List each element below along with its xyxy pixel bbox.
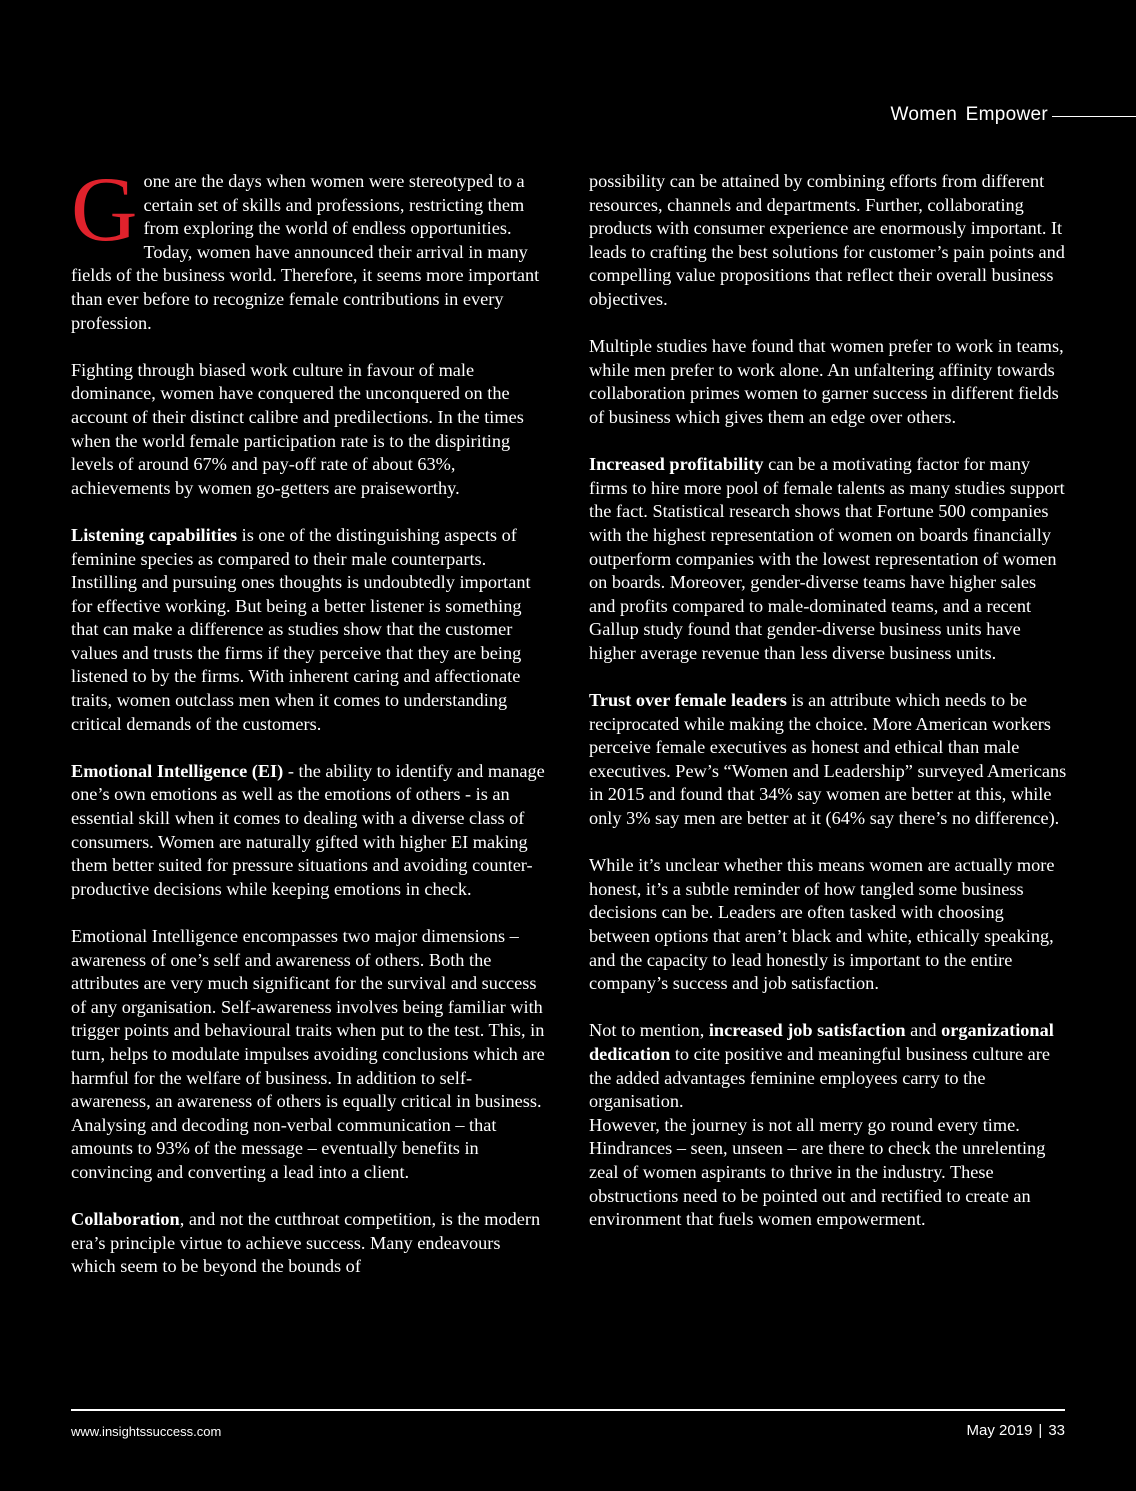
listening-paragraph: Listening capabilities is one of the distinguishing aspects of feminine species as compared to their male counterparts. Instilling and pursuing ones thoughts is undoubtedly important for effective working. But being a better listener is something that can make a difference as studies show that the customer values and trusts the firms if they perceive that they are being listened to by the firms. With inherent caring and affectionate traits, women outclass men when it comes to understanding critical demands of the customers. [71,524,531,734]
paragraph: While it’s unclear whether this means women are actually more honest, it’s a subtle reminder of how tangled some business decisions can be. Leaders are often tasked with choosing between options that aren’t black and white, ethically speaking, and the capacity to lead honestly is important to the entire company’s success and job satisfaction. [589,855,1055,994]
paragraph: Fighting through biased work culture in favour of male dominance, women have conquered the unconquered on the account of their distinct calibre and predilections. In the times when the world female participation rate is to the dispiriting levels of around 67% and pay-off rate of about 63%, achievements by women go-getters are praiseworthy. [71,359,524,498]
ei-paragraph: Emotional Intelligence (EI) - the ability to identify and manage one’s own emotions as well as the emotions of others - is an essential skill when it comes to dealing with a diverse class of consumers. Women are naturally gifted with higher EI making them better suited for pressure situations and avoiding counter-productive decisions while keeping emotions in check. [71,760,545,899]
collaboration-paragraph: Collaboration, and not the cutthroat competition, is the modern era’s principle virtue to achieve success. Many endeavours which seem to be beyond the bounds of [71,1209,541,1277]
intro-paragraph [71,158,549,335]
article-right-column [589,170,1067,1255]
satisfaction-paragraph: Not to mention, increased job satisfaction and organizational dedication to cite positive and meaningful business culture are the added advantages feminine employees carry to the organisation. [589,1020,1054,1112]
footer-website: www.insightssuccess.com [71,1424,222,1439]
paragraph: Multiple studies have found that women prefer to work in teams, while men prefer to work alone. An unfaltering affinity towards collaboration primes women to garner success in different fields of business which gives them an edge over others. [589,336,1064,427]
collaboration-heading: Collaboration [71,1209,180,1230]
section-title: Women Empower [890,104,1048,125]
issue-date: May 2019 [966,1422,1033,1439]
trust-heading: Trust over female leaders [589,690,787,711]
trust-paragraph: Trust over female leaders is an attribute which needs to be reciprocated while making the choice. More American workers perceive female executives as honest and ethical than male executives. Pew’s “Women and Leadership” surveyed Americans in 2015 and found that 34% say women are better at this, while only 3% say men are better at it (64% say there’s no difference). [589,690,1067,829]
dedication-heading: organizational dedication [589,1020,1054,1064]
paragraph: Emotional Intelligence encompasses two major dimensions – awareness of one’s self and awareness of others. Both the attributes are very much significant for the survival and success of any organisation. Self-awareness involves being familiar with trigger points and behavioural traits when put to the test. This, in turn, helps to modulate impulses avoiding conclusions which are harmful for the welfare of business. In addition to self-awareness, an awareness of others is equally critical in business. Analysing and decoding non-verbal communication – that amounts to 93% of the message – eventually benefits in convincing and converting a lead into a client. [71,926,545,1182]
article-left-column [71,158,549,1303]
profitability-heading: Increased profitability [589,454,764,475]
listening-heading: Listening capabilities [71,524,238,545]
footer-separator: | [1038,1422,1043,1439]
footer-rule [71,1409,1065,1411]
section-rule [1052,116,1136,117]
profitability-paragraph: Increased profitability can be a motivating factor for many firms to hire more pool of female talents as many studies support the fact. Statistical research shows that Fortune 500 companies with the highest representation of women on boards financially outperform companies with the lowest representation of women on boards. Moreover, gender-diverse teams have higher sales and profits compared to male-dominated teams, and a recent Gallup study found that gender-diverse business units have higher average revenue than less diverse business units. [589,454,1065,663]
footer-page-info [967,1422,1065,1439]
ei-heading: Emotional Intelligence (EI) [71,760,284,781]
paragraph: However, the journey is not all merry go round every time. Hindrances – seen, unseen – are there to check the unrelenting zeal of women aspirants to thrive in the industry. These obstructions need to be pointed out and rectified to create an environment that fuels women empowerment. [589,1114,1046,1230]
page-number: 33 [1048,1422,1065,1439]
drop-cap: G [71,158,138,260]
section-header [890,104,1136,126]
paragraph: possibility can be attained by combining efforts from different resources, channels and departments. Further, collaborating products with consumer experience are enormously important. It leads to crafting the best solutions for customer’s pain points and compelling value propositions that reflect their overall business objectives. [589,171,1065,309]
intro-text: one are the days when women were stereotyped to a certain set of skills and professions, restricting them from exploring the world of endless opportunities. Today, women have announced their arrival in many fields of the business world. Therefore, it seems more important than ever before to recognize female contributions in every profession. [71,171,540,333]
job-satisfaction-heading: increased job satisfaction [708,1020,906,1041]
